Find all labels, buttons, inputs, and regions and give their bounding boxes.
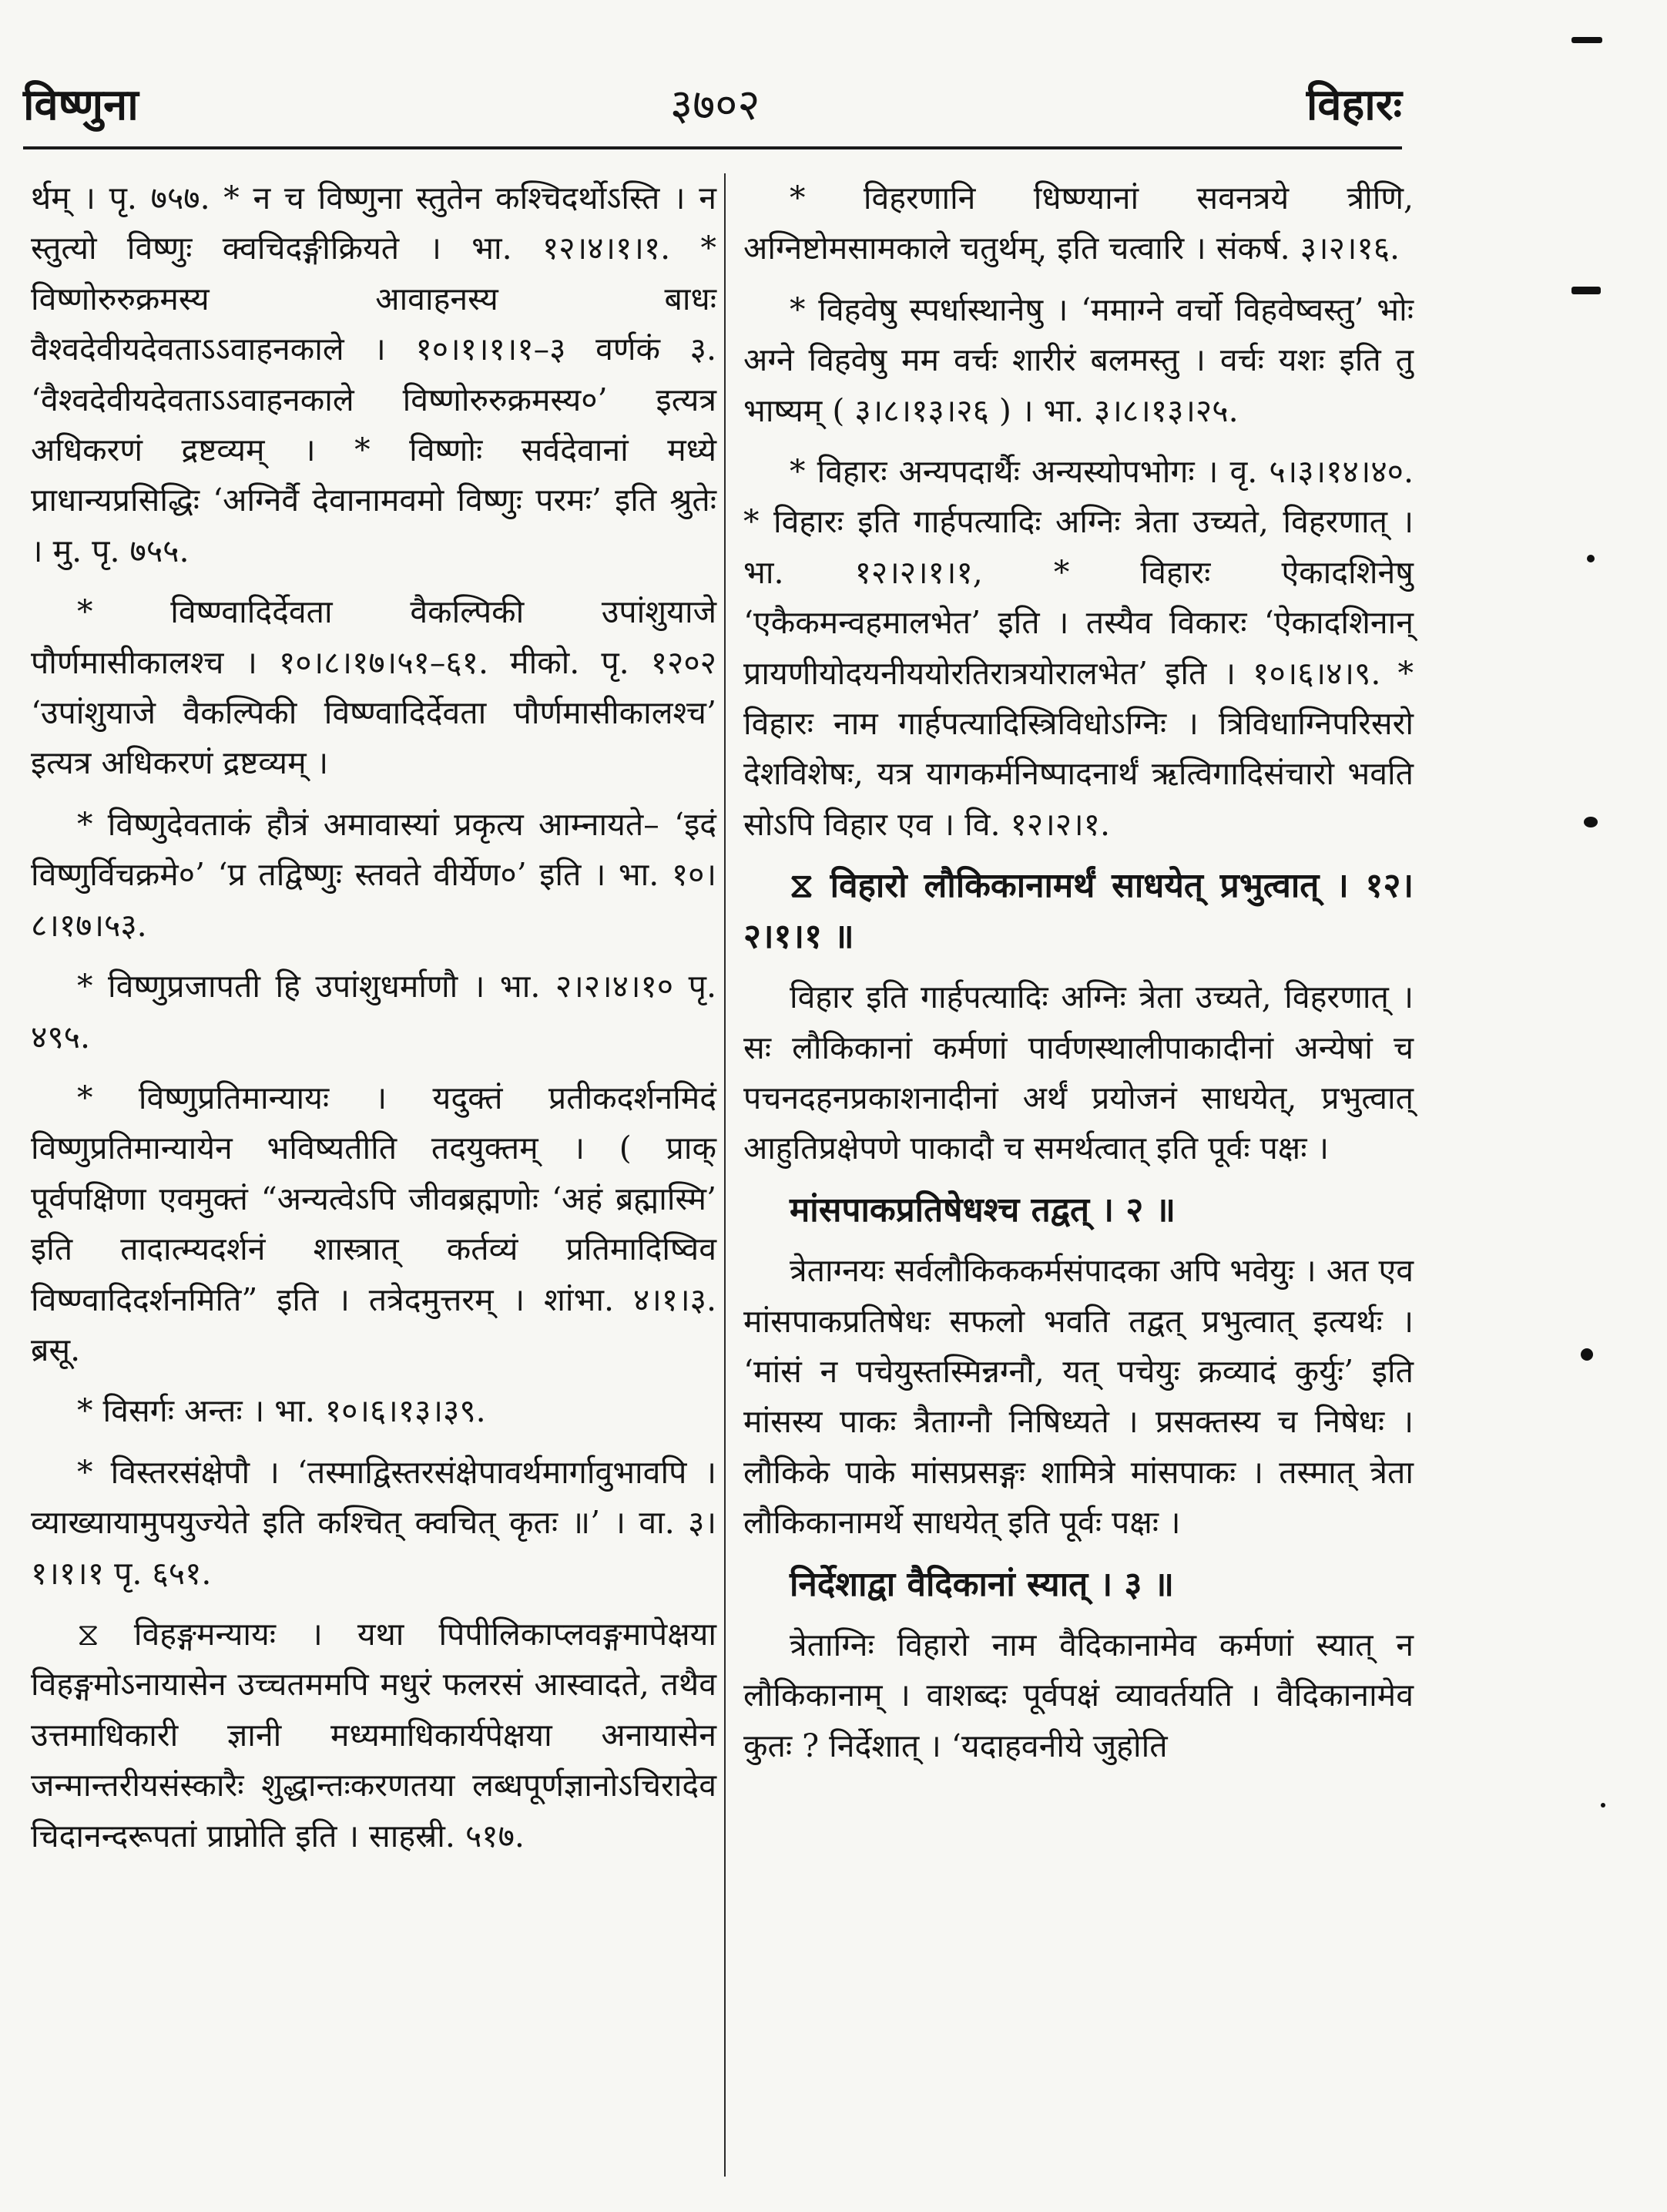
scan-mark [1587, 555, 1595, 562]
header-left-keyword: विष्णुना [23, 79, 139, 130]
header-rule [23, 146, 1402, 149]
left-column-paragraph: * विस्तरसंक्षेपौ । ‘तस्माद्विस्तरसंक्षेपावर्थमार्गावुभावपि । व्याख्यायामुपयुज्येते इति कश्चित् क्वचित् कृतः ॥’ । वा. ३।१।१।१ पृ. ६५१. [31, 1453, 716, 1592]
scan-mark [1584, 817, 1598, 827]
left-column-paragraph: र्थम् । पृ. ७५७. * न च विष्णुना स्तुतेन कश्चिदर्थोऽस्ति । न स्तुत्यो विष्णुः क्वचिदङ्गीक्रियते । भा. १२।४।१।१. * विष्णोरुरुक्रमस्य आवाहनस्य बाधः वैश्वदेवीयदेवताऽऽवाहनकाले । १०।१।१।१–३ वर्णकं ३. ‘वैश्वदेवीयदेवताऽऽवाहनकाले विष्णोरुरुक्रमस्य०’ इत्यत्र अधिकरणं द्रष्टव्यम् । * विष्णोः सर्वदेवानां मध्ये प्राधान्यप्रसिद्धिः ‘अग्निर्वै देवानामवमो विष्णुः परमः’ इति श्रुतेः । मु. पृ. ७५५. [31, 180, 716, 569]
right-column-paragraph: त्रेताग्निः विहारो नाम वैदिकानामेव कर्मणां स्यात् न लौकिकानाम् । वाशब्दः पूर्वपक्षं व्यावर्तयति । वैदिकानामेव कुतः ? निर्देशात् । ‘यदाहवनीये जुहोति [743, 1626, 1414, 1764]
right-column-paragraph: * विहरणानि धिष्ण्यानां सवनत्रये त्रीणि, अग्निष्टोमसामकाले चतुर्थम्, इति चत्वारि । संकर्ष. ३।२।१६. [743, 180, 1414, 267]
right-column-paragraph: त्रेताग्नयः सर्वलौकिककर्मसंपादका अपि भवेयुः । अत एव मांसपाकप्रतिषेधः सफलो भवति तद्वत् प्रभुत्वात् इत्यर्थः । ‘मांसं न पचेयुस्तस्मिन्नग्नौ, यत् पचेयुः क्रव्यादं कुर्युः’ इति मांसस्य पाकः त्रैताग्नौ निषिध्यते । प्रसक्तस्य च निषेधः । लौकिके पाके मांसप्रसङ्गः शामित्रे मांसपाकः । तस्मात् त्रेता लौकिकानामर्थे साधयेत् इति पूर्वः पक्षः । [743, 1252, 1414, 1542]
right-column-paragraph: ⧖ विहारो लौकिकानामर्थं साधयेत् प्रभुत्वात् । १२।२।१।१ ॥ [743, 866, 1414, 956]
scan-mark [1581, 1348, 1593, 1361]
right-column-paragraph: विहार इति गार्हपत्यादिः अग्निः त्रेता उच्यते, विहरणात् । सः लौकिकानां कर्मणां पार्वणस्थालीपाकादीनां अन्येषां च पचनदहनप्रकाशनादीनां अर्थं प्रयोजनं साधयेत्, प्रभुत्वात् आहुतिप्रक्षेपणे पाकादौ च समर्थत्वात् इति पूर्वः पक्षः । [743, 978, 1414, 1167]
scan-mark [1571, 287, 1601, 294]
column-divider [724, 173, 726, 2177]
page-header [23, 74, 1402, 151]
scan-mark [1571, 37, 1602, 43]
right-column-paragraph: * विहारः अन्यपदार्थैः अन्यस्योपभोगः । वृ. ५।३।१४।४०. * विहारः इति गार्हपत्यादिः अग्निः त्रेता उच्यते, विहरणात् । भा. १२।२।१।१, * विहारः ऐकादशिनेषु ‘एकैकमन्वहमालभेत’ इति । तस्यैव विकारः ‘ऐकादशिनान् प्रायणीयोदयनीययोरतिरात्रयोरालभेत’ इति । १०।६।४।९. * विहारः नाम गार्हपत्यादिस्त्रिविधोऽग्निः । त्रिविधाग्निपरिसरो देशविशेषः, यत्र यागकर्मनिष्पादनार्थं ऋत्विगादिसंचारो भवति सोऽपि विहार एव । वि. १२।२।१. [743, 453, 1414, 843]
left-column-paragraph: * विष्णुप्रतिमान्यायः । यदुक्तं प्रतीकदर्शनमिदं विष्णुप्रतिमान्यायेन भविष्यतीति तदयुक्तम् । ( प्राक् पूर्वपक्षिणा एवमुक्तं “अन्यत्वेऽपि जीवब्रह्मणोः ‘अहं ब्रह्मास्मि’ इति तादात्म्यदर्शनं शास्त्रात् कर्तव्यं प्रतिमादिष्विव विष्ण्वादिदर्शनमिति” इति । तत्रेदमुत्तरम् । शांभा. ४।१।३. ब्रसू. [31, 1079, 716, 1368]
right-column [743, 173, 1414, 1782]
left-column [31, 173, 716, 1872]
left-column-paragraph: * विष्णुप्रजापती हि उपांशुधर्माणौ । भा. २।२।४।१० पृ. ४९५. [31, 968, 716, 1056]
left-column-paragraph: * विष्ण्वादिर्देवता वैकल्पिकी उपांशुयाजे पौर्णमासीकालश्च । १०।८।१७।५१–६१. मीको. पृ. १२०२ ‘उपांशुयाजे वैकल्पिकी विष्ण्वादिर्देवता पौर्णमासीकालश्च’ इत्यत्र अधिकरणं द्रष्टव्यम् । [31, 593, 716, 782]
page-number: ३७०२ [670, 80, 760, 130]
left-column-paragraph: ⧖ विहङ्गमन्यायः । यथा पिपीलिकाप्लवङ्गमापेक्षया विहङ्गमोऽनायासेन उच्चतममपि मधुरं फलरसं आस्वादते, तथैव उत्तमाधिकारी ज्ञानी मध्यमाधिकार्यपेक्षया अनायासेन जन्मान्तरीयसंस्कारैः शुद्धान्तःकरणतया लब्धपूर्णज्ञानोऽचिरादेव चिदानन्दरूपतां प्राप्नोति इति । साहस्री. ५१७. [31, 1615, 716, 1855]
right-column-paragraph: मांसपाकप्रतिषेधश्च तद्वत् । २ ॥ [790, 1190, 1176, 1230]
scan-mark [1601, 1803, 1605, 1808]
right-column-paragraph: * विहवेषु स्पर्धास्थानेषु । ‘ममाग्ने वर्चो विहवेष्वस्तु’ भोः अग्ने विहवेषु मम वर्चः शारीरं बलमस्तु । वर्चः यशः इति तु भाष्यम् ( ३।८।१३।२६ ) । भा. ३।८।१३।२५. [743, 290, 1414, 429]
left-column-paragraph: * विसर्गः अन्तः । भा. १०।६।१३।३९. [77, 1392, 486, 1430]
right-column-paragraph: निर्देशाद्वा वैदिकानां स्यात् । ३ ॥ [790, 1564, 1175, 1604]
header-right-keyword: विहारः [1306, 79, 1402, 130]
left-column-paragraph: * विष्णुदेवताकं हौत्रं अमावास्यां प्रकृत्य आम्नायते– ‘इदं विष्णुर्विचक्रमे०’ ‘प्र तद्विष्णुः स्तवते वीर्येण०’ इति । भा. १०।८।१७।५३. [31, 805, 716, 944]
